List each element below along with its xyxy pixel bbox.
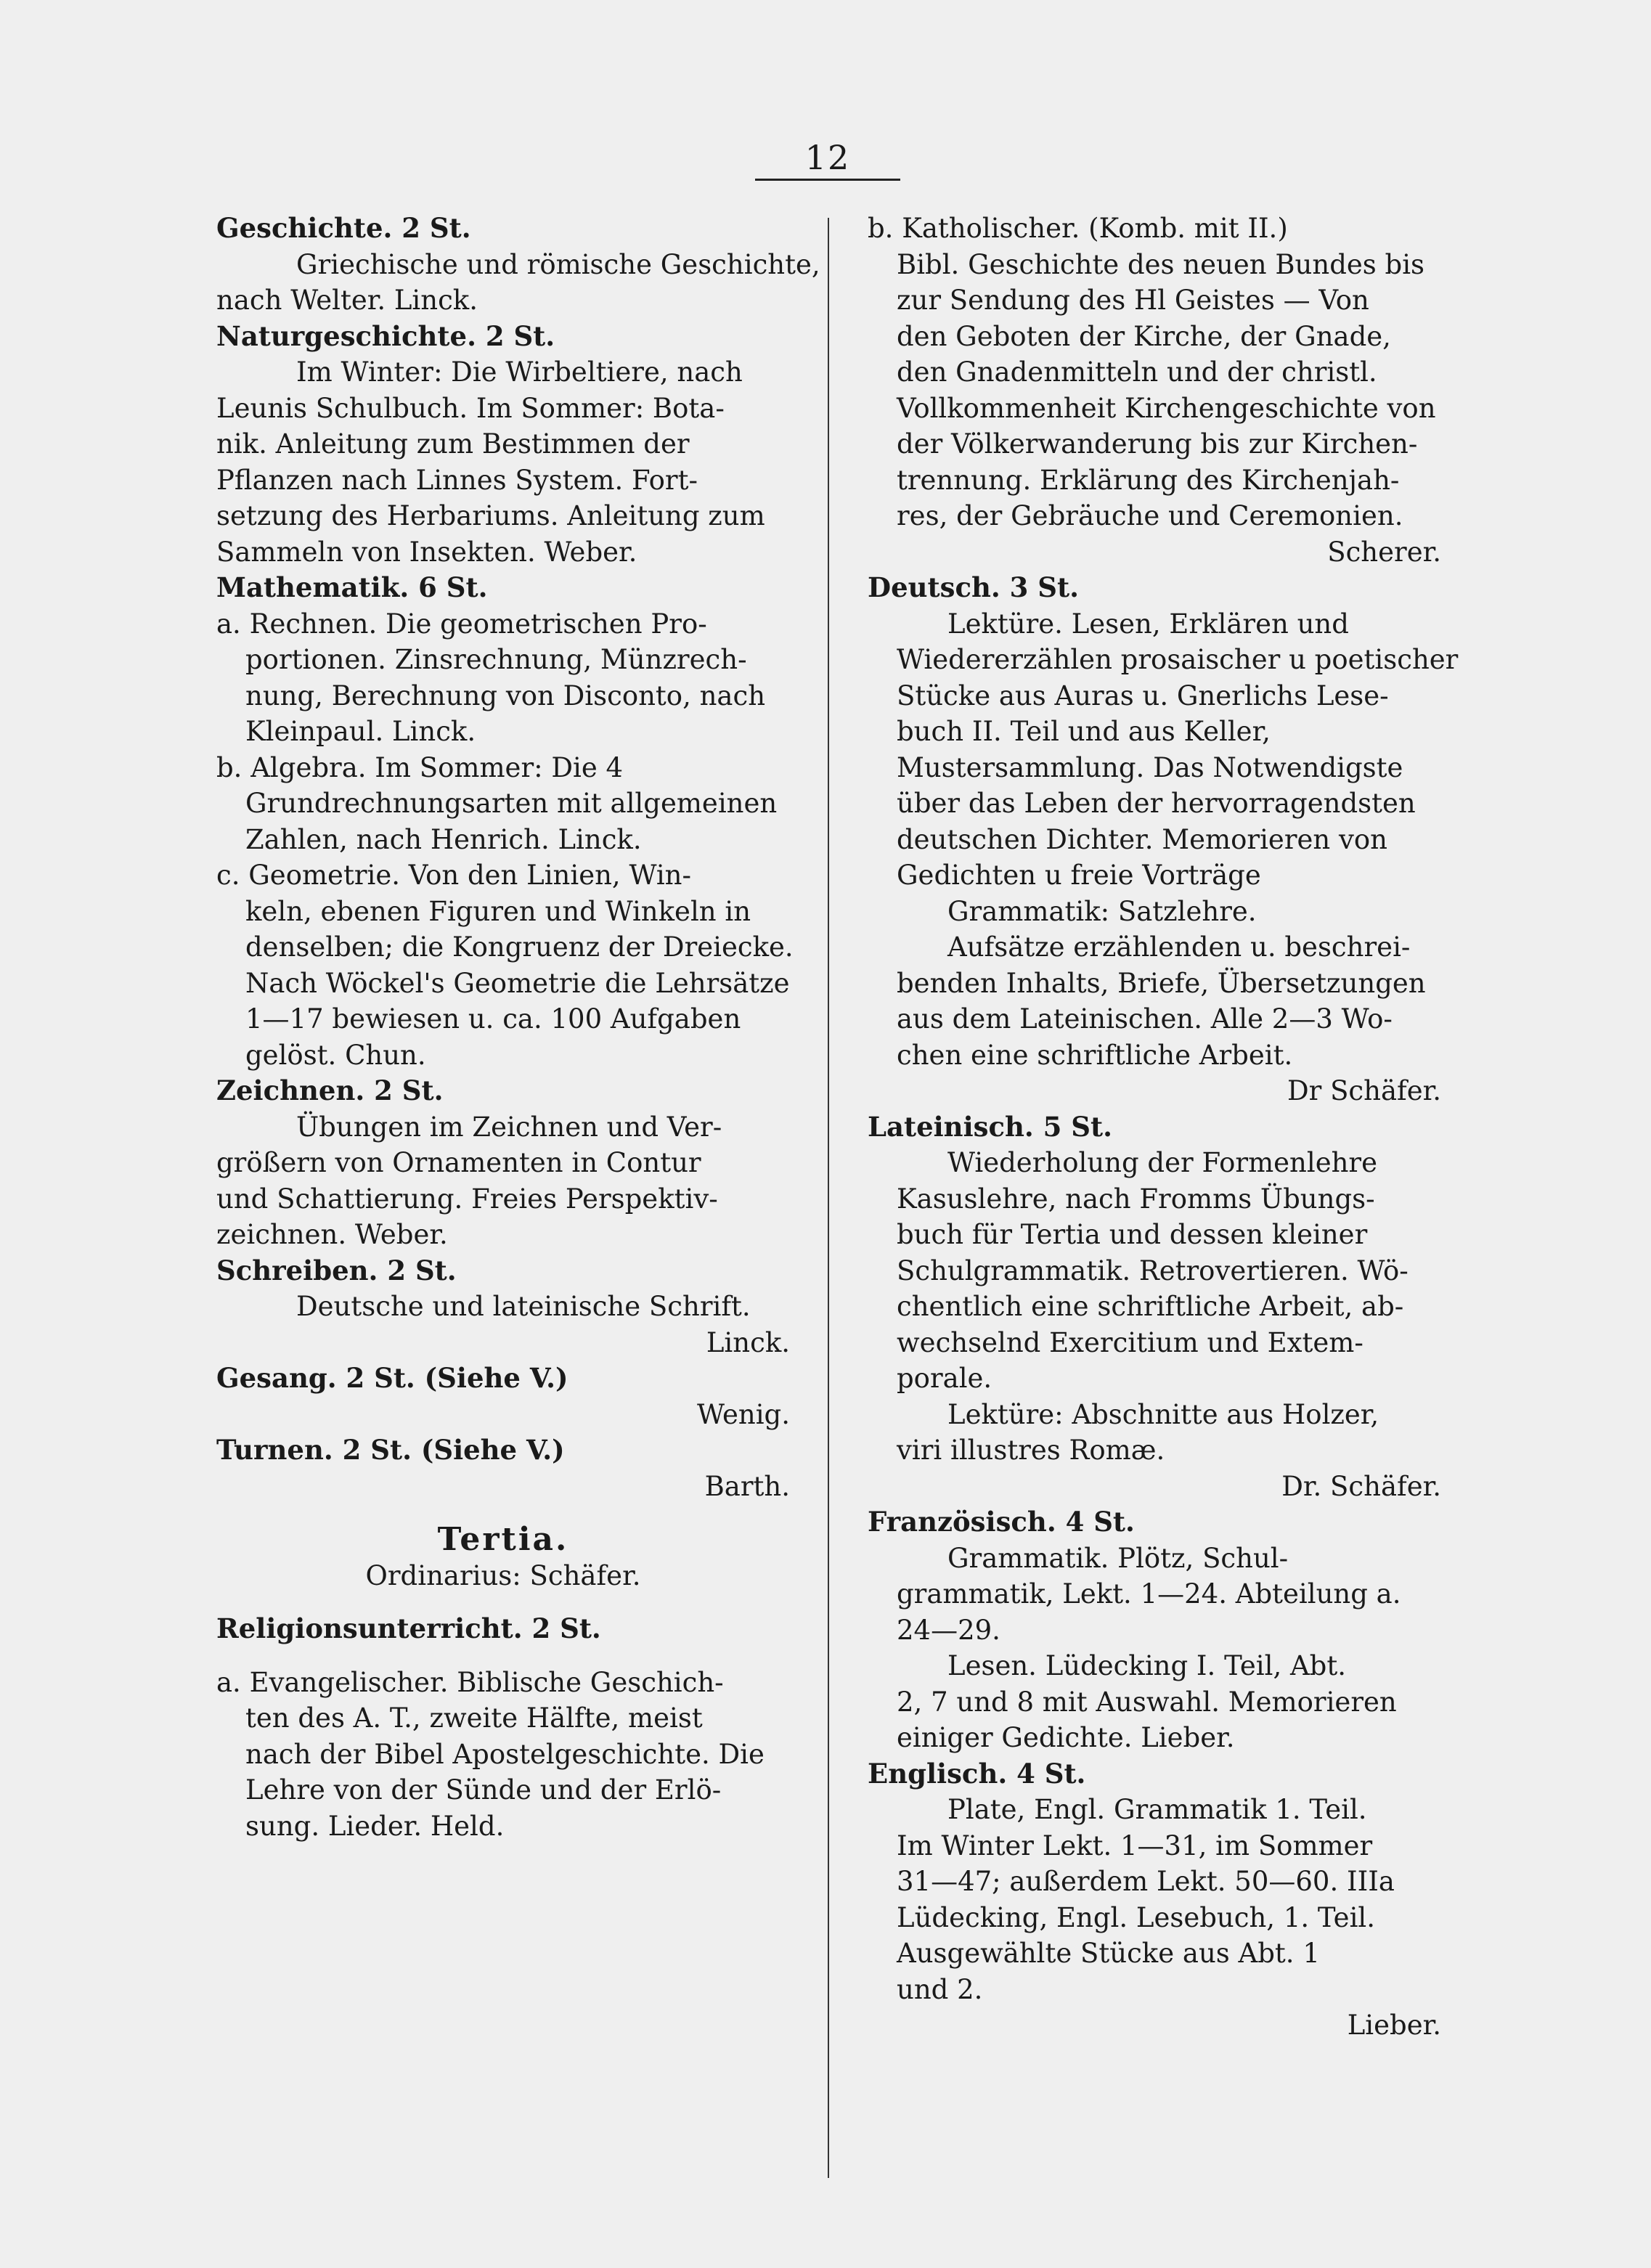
text-line: chentlich eine schriftliche Arbeit, ab- xyxy=(897,1291,1404,1322)
text-line: Mathematik. 6 St. xyxy=(216,571,488,603)
text-line: a. Rechnen. Die geometrischen Pro- xyxy=(216,608,707,640)
text-line: Lüdecking, Engl. Lesebuch, 1. Teil. xyxy=(897,1901,1376,1933)
text-line: res, der Gebräuche und Ceremonien. xyxy=(897,500,1403,531)
text-line: 2, 7 und 8 mit Auswahl. Memorieren xyxy=(897,1686,1397,1718)
text-line: buch für Tertia und dessen kleiner xyxy=(897,1219,1368,1250)
text-line: 31—47; außerdem Lekt. 50—60. IIIa xyxy=(897,1866,1395,1897)
text-line xyxy=(216,1504,790,1522)
text-line: aus dem Lateinischen. Alle 2—3 Wo- xyxy=(897,1003,1393,1035)
text-line: b. Katholischer. (Komb. mit II.) xyxy=(868,213,1288,244)
text-line: Dr. Schäfer. xyxy=(1281,1470,1441,1502)
text-line: Vollkommenheit Kirchengeschichte von xyxy=(897,392,1436,424)
text-line: Turnen. 2 St. (Siehe V.) xyxy=(216,1434,565,1466)
text-line: Aufsätze erzählenden u. beschrei- xyxy=(947,931,1411,963)
text-line: porale. xyxy=(897,1363,992,1394)
text-line: Stücke aus Auras u. Gnerlichs Lese- xyxy=(897,680,1389,711)
text-line: Gedichten u freie Vorträge xyxy=(897,860,1261,891)
text-line: sung. Lieder. Held. xyxy=(245,1810,505,1842)
text-line: Ausgewählte Stücke aus Abt. 1 xyxy=(897,1938,1320,1969)
text-line: Französisch. 4 St. xyxy=(868,1506,1135,1538)
text-line: portionen. Zinsrechnung, Münzrech- xyxy=(245,644,747,675)
text-line: c. Geometrie. Von den Linien, Win- xyxy=(216,860,691,891)
text-line: Wiedererzählen prosaischer u poetischer xyxy=(897,644,1459,675)
text-line xyxy=(216,1647,790,1665)
text-line: Deutsche und lateinische Schrift. xyxy=(296,1291,751,1322)
text-line: trennung. Erklärung des Kirchenjah- xyxy=(897,464,1400,496)
text-line: Geschichte. 2 St. xyxy=(216,212,471,244)
text-line: den Gnadenmitteln und der christl. xyxy=(897,356,1377,388)
text-line: wechselnd Exercitium und Extem- xyxy=(897,1326,1363,1358)
header-rule xyxy=(755,179,900,181)
text-line: Linck. xyxy=(706,1326,790,1358)
text-line: Zeichnen. 2 St. xyxy=(216,1074,444,1106)
text-line: Ordinarius: Schäfer. xyxy=(365,1559,641,1591)
text-line: Griechische und römische Geschichte, xyxy=(296,248,820,280)
text-line: zur Sendung des Hl Geistes — Von xyxy=(897,285,1369,316)
text-line: der Völkerwanderung bis zur Kirchen- xyxy=(897,428,1418,460)
text-line: 1—17 bewiesen u. ca. 100 Aufgaben xyxy=(245,1003,741,1035)
page-number: 12 xyxy=(804,138,851,177)
text-line: Lektüre: Abschnitte aus Holzer, xyxy=(947,1398,1379,1430)
text-line: nach Welter. Linck. xyxy=(216,285,478,316)
text-line: Naturgeschichte. 2 St. xyxy=(216,319,555,352)
text-line: Wenig. xyxy=(696,1398,790,1430)
text-line: Leunis Schulbuch. Im Sommer: Bota- xyxy=(216,392,725,424)
text-line: einiger Gedichte. Lieber. xyxy=(897,1722,1235,1753)
text-line: Lehre von der Sünde und der Erlö- xyxy=(245,1774,722,1806)
text-line: Sammeln von Insekten. Weber. xyxy=(216,536,637,568)
text-line: grammatik, Lekt. 1—24. Abteilung a. xyxy=(897,1578,1401,1610)
text-line: Scherer. xyxy=(1327,536,1441,568)
text-line: setzung des Herbariums. Anleitung zum xyxy=(216,500,765,531)
text-line: Dr Schäfer. xyxy=(1287,1075,1441,1106)
text-line: Bibl. Geschichte des neuen Bundes bis xyxy=(897,248,1425,280)
text-line: 24—29. xyxy=(897,1614,1000,1646)
text-line: keln, ebenen Figuren und Winkeln in xyxy=(245,895,751,927)
text-line: denselben; die Kongruenz der Dreiecke. xyxy=(245,931,794,963)
text-line: Tertia. xyxy=(437,1521,569,1558)
text-line: viri illustres Romæ. xyxy=(897,1435,1165,1466)
text-line: Schreiben. 2 St. xyxy=(216,1254,457,1286)
text-line: und 2. xyxy=(897,1973,983,2005)
text-line: Pflanzen nach Linnes System. Fort- xyxy=(216,464,698,496)
text-line: Plate, Engl. Grammatik 1. Teil. xyxy=(947,1794,1367,1825)
column-divider xyxy=(828,218,829,2178)
text-line: nung, Berechnung von Disconto, nach xyxy=(245,680,766,711)
text-line: Im Winter Lekt. 1—31, im Sommer xyxy=(897,1830,1373,1861)
text-line: Wiederholung der Formenlehre xyxy=(947,1147,1378,1178)
text-line: über das Leben der hervorragendsten xyxy=(897,788,1416,819)
text-line: Kasuslehre, nach Fromms Übungs- xyxy=(897,1183,1375,1215)
text-line: a. Evangelischer. Biblische Geschich- xyxy=(216,1666,724,1698)
text-line: Deutsch. 3 St. xyxy=(868,571,1079,603)
text-line: Übungen im Zeichnen und Ver- xyxy=(296,1111,722,1143)
text-line: Barth. xyxy=(704,1470,790,1502)
text-line: b. Algebra. Im Sommer: Die 4 xyxy=(216,751,624,783)
text-line: Grammatik. Plötz, Schul- xyxy=(947,1542,1289,1574)
text-line: Lektüre. Lesen, Erklären und xyxy=(947,608,1349,640)
text-line: den Geboten der Kirche, der Gnade, xyxy=(897,320,1391,352)
text-line: nik. Anleitung zum Bestimmen der xyxy=(216,428,690,460)
text-line: Gesang. 2 St. (Siehe V.) xyxy=(216,1362,568,1394)
text-line: benden Inhalts, Briefe, Übersetzungen xyxy=(897,967,1426,999)
text-line: Kleinpaul. Linck. xyxy=(245,716,476,747)
text-line: Lesen. Lüdecking I. Teil, Abt. xyxy=(947,1650,1347,1681)
text-line: Schulgrammatik. Retrovertieren. Wö- xyxy=(897,1255,1409,1286)
text-line: Nach Wöckel's Geometrie die Lehrsätze xyxy=(245,967,790,999)
text-line: chen eine schriftliche Arbeit. xyxy=(897,1039,1293,1071)
text-line xyxy=(216,1594,790,1611)
text-line: Lieber. xyxy=(1347,2010,1441,2041)
text-line: gelöst. Chun. xyxy=(245,1039,426,1071)
text-line: Englisch. 4 St. xyxy=(868,1757,1086,1790)
text-line: Lateinisch. 5 St. xyxy=(868,1110,1112,1143)
text-line: Im Winter: Die Wirbeltiere, nach xyxy=(296,356,743,388)
right-column xyxy=(868,211,1459,2044)
text-line: und Schattierung. Freies Perspektiv- xyxy=(216,1183,718,1215)
text-line: nach der Bibel Apostelgeschichte. Die xyxy=(245,1738,765,1770)
text-line: Zahlen, nach Henrich. Linck. xyxy=(245,823,642,855)
text-line: deutschen Dichter. Memorieren von xyxy=(897,823,1388,855)
left-column xyxy=(216,211,820,1844)
text-line: ten des A. T., zweite Hälfte, meist xyxy=(245,1702,703,1734)
text-line: größern von Ornamenten in Contur xyxy=(216,1147,701,1178)
text-line: Religionsunterricht. 2 St. xyxy=(216,1612,601,1644)
text-line: zeichnen. Weber. xyxy=(216,1219,448,1250)
text-line: buch II. Teil und aus Keller, xyxy=(897,716,1271,747)
text-line: Grundrechnungsarten mit allgemeinen xyxy=(245,788,778,819)
text-line: Mustersammlung. Das Notwendigste xyxy=(897,751,1403,783)
text-line: Grammatik: Satzlehre. xyxy=(947,895,1257,927)
